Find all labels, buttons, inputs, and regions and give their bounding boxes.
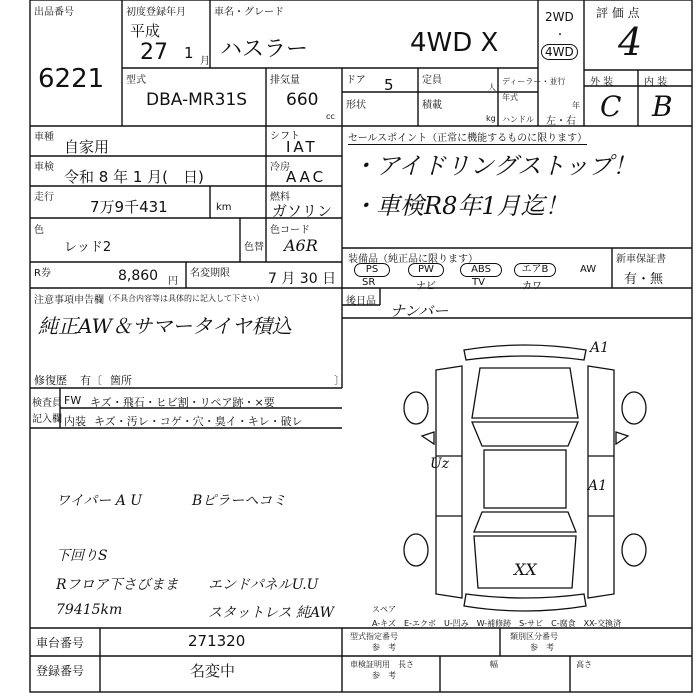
chassis-number: 271320 (188, 632, 246, 650)
car-name: ハスラー (220, 37, 309, 62)
yen-unit: 円 (168, 276, 178, 287)
equipment-tv: TV (472, 277, 485, 288)
model-label: 型式 (126, 75, 146, 86)
repaint-label: 色替 (244, 242, 264, 253)
sales-point-line-1: ・アイドリングストップ！ (352, 152, 637, 180)
car-grade: 4WD X (410, 28, 499, 58)
class-reference: 参 考 (530, 643, 554, 652)
color-value: レッド2 (64, 240, 112, 255)
sales-point-label: セールスポイント（正常に機能するものに限ります） (348, 129, 587, 145)
use-label: 車種 (34, 132, 54, 143)
chassis-label: 車台番号 (36, 636, 85, 650)
spare-label: スペア (372, 605, 396, 614)
inspector-fw-items: キズ・飛石・ヒビ割・リペア跡・×要 (90, 396, 275, 409)
lot-number-label: 出品番号 (34, 7, 74, 18)
change-deadline-value: 7 月 30 日 (268, 271, 337, 287)
after-parts-value: ナンバー (390, 302, 449, 320)
note-wiper: ワイパー A U (56, 493, 143, 509)
inspector-fw-label: FW (64, 394, 82, 407)
note-studless: スタットレス 純AW (208, 605, 334, 621)
displacement-value: 660 (286, 90, 319, 110)
inspection-value: 令和 8 年 1 月( 日) (64, 168, 204, 186)
shift-value: IAT (286, 138, 318, 156)
drive-2wd: 2WD (545, 10, 574, 24)
repair-history-close: 〕 (334, 374, 345, 387)
capacity-unit: 人 (488, 83, 496, 92)
note-end-panel: エンドパネルU.U (208, 577, 319, 593)
damage-mark-left-side: Uz (430, 456, 450, 472)
equipment-navi: ナビ (416, 281, 436, 292)
damage-mark-front-right: A1 (590, 340, 610, 356)
sales-point-line-2: ・車検R8年1月迄！ (352, 192, 569, 220)
ac-value: AAC (286, 168, 327, 186)
height-label: 高さ (576, 660, 592, 669)
km-unit: km (216, 202, 232, 213)
equipment-aw: AW (580, 264, 597, 275)
model-code: DBA-MR31S (146, 90, 248, 110)
fuel-label: 燃料 (270, 192, 290, 203)
use-value: 自家用 (64, 138, 110, 156)
length-label: 長さ (398, 660, 414, 669)
equipment-leather: カワ (522, 281, 542, 292)
recycle-label: R券 (34, 268, 51, 279)
note-rear-floor: Rフロア下さびまま (56, 577, 179, 593)
registration-number-label: 登録番号 (36, 664, 85, 678)
inspection-label: 車検 (34, 162, 54, 173)
year-type-label: 年式 (502, 93, 518, 102)
load-unit: kg (486, 114, 496, 123)
color-code-label: 色コード (270, 225, 310, 236)
year-unit: 年 (572, 101, 580, 110)
dealer-label: ディーラー・並行 (502, 77, 566, 86)
interior-label: 内 装 (644, 77, 668, 88)
cert-label: 車検証明用 (350, 660, 390, 669)
warranty-value: 有・無 (624, 272, 664, 287)
inspector-label-bottom: 記入欄 (32, 414, 62, 425)
door-label: ドア (346, 75, 366, 86)
width-label: 幅 (490, 660, 498, 669)
model-spec-label: 型式指定番号 (350, 632, 398, 641)
recycle-value: 8,860 (118, 268, 159, 284)
registration-month: 1 (184, 44, 194, 62)
equipment-abs: ABS (460, 263, 502, 277)
mileage-label: 走行 (34, 192, 54, 203)
change-deadline-label: 名変期限 (190, 268, 230, 279)
drive-4wd-circled: 4WD (541, 44, 578, 60)
capacity-label: 定員 (422, 75, 442, 86)
color-code-value: A6R (284, 236, 318, 255)
repair-history-unit: 箇所 (110, 374, 132, 387)
repair-history-value: 有〔 (80, 374, 102, 387)
car-damage-diagram (400, 336, 650, 626)
shape-label: 形状 (346, 100, 366, 111)
inspector-interior-label: 内装 (64, 415, 86, 428)
note-undercarriage: 下回りS (56, 548, 108, 564)
shift-label: シフト (270, 131, 300, 142)
displacement-label: 排気量 (270, 75, 300, 86)
inspector-interior-items: キズ・汚レ・コゲ・穴・臭イ・キレ・破レ (94, 415, 303, 428)
damage-legend: A-キズ E-エクボ U-凹み W-補修跡 S-サビ C-腐食 XX-交換済 (372, 619, 622, 628)
handle-value: 左・右 (546, 116, 576, 127)
inspector-label-top: 検査員 (32, 398, 62, 409)
note-mileage: 79415km (56, 602, 123, 618)
interior-grade: B (652, 90, 673, 123)
caution-label: 注意事項申告欄 (34, 295, 104, 306)
cc-unit: cc (326, 112, 335, 121)
handle-label: ハンドル (502, 115, 534, 124)
repair-history-label: 修復歴 (34, 374, 67, 387)
registration-year: 27 (140, 40, 168, 65)
equipment-label: 装備品（純正品に限ります） (348, 254, 478, 265)
class-label: 類別区分番号 (510, 632, 558, 641)
month-unit: 月 (200, 56, 210, 67)
caution-text: 純正AW＆サマータイヤ積込 (38, 314, 292, 338)
car-name-label: 車名・グレード (214, 7, 284, 18)
fuel-value: ガソリン (272, 202, 333, 220)
note-b-pillar: Bピラーヘコミ (192, 493, 287, 509)
load-label: 積載 (422, 100, 442, 111)
door-count: 5 (384, 76, 394, 94)
overall-score: 4 (618, 20, 643, 64)
score-label: 評 価 点 (596, 6, 640, 20)
registration-number-value: 名変中 (190, 662, 236, 680)
color-label: 色 (34, 225, 44, 236)
cert-reference: 参 考 (372, 671, 396, 680)
model-spec-reference: 参 考 (372, 643, 396, 652)
first-registration-label: 初度登録年月 (126, 7, 186, 18)
lot-number: 6221 (38, 64, 105, 94)
equipment-airbag: エアB (514, 263, 556, 277)
equipment-sr: SR (362, 277, 376, 288)
equipment-pw: PW (408, 263, 444, 277)
ac-label: 冷房 (270, 162, 290, 173)
drive-separator: ・ (555, 30, 565, 41)
damage-mark-right-side: A1 (588, 478, 608, 494)
exterior-label: 外 装 (590, 77, 614, 88)
damage-mark-rear: XX (514, 560, 537, 579)
mileage-value: 7万9千431 (90, 198, 168, 216)
equipment-ps: PS (354, 263, 390, 277)
caution-note: （不具合内容等は具体的に記入して下さい） (104, 294, 264, 303)
exterior-grade: C (600, 90, 622, 123)
registration-era: 平成 (130, 22, 161, 40)
warranty-label: 新車保証書 (616, 254, 666, 265)
after-parts-label: 後日品 (346, 296, 376, 307)
